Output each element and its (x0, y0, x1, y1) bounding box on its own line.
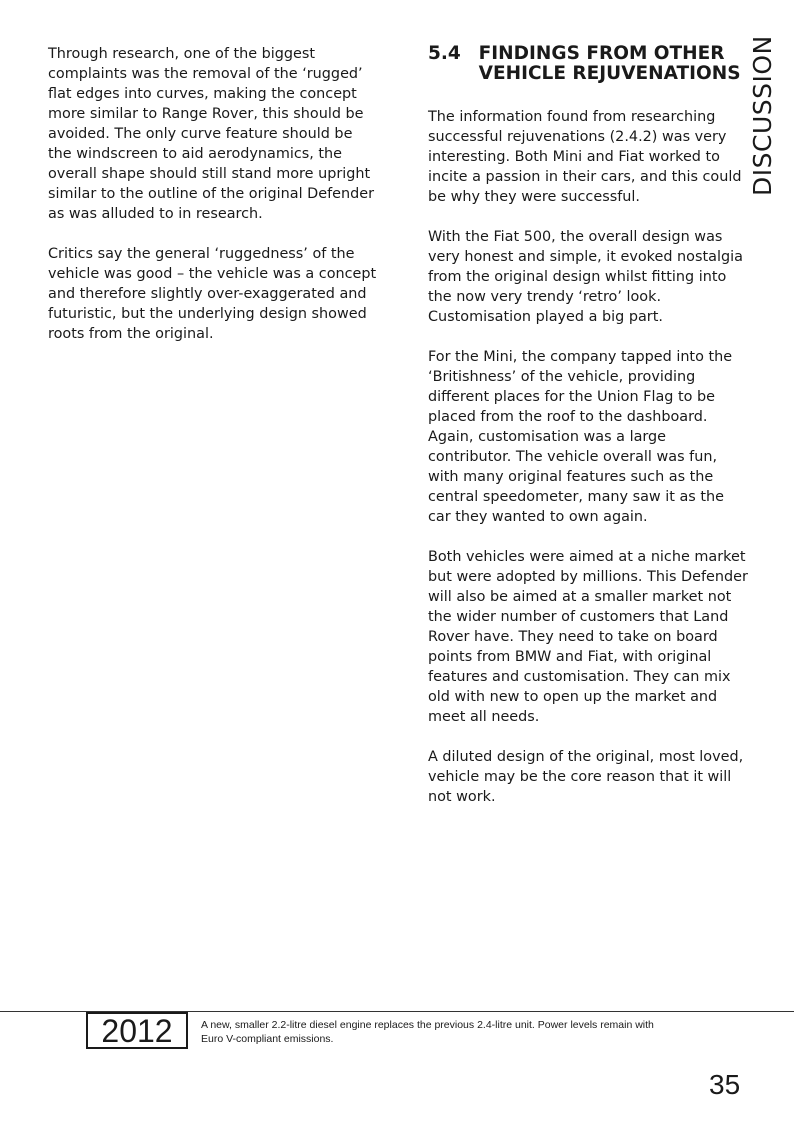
body-paragraph: Critics say the general ‘ruggedness’ of the vehicle was good – the vehicle was a concept and therefore slightly over-exaggerated and futuristic, but the underlying design showed roots from the original. (48, 246, 377, 342)
body-paragraph: Both vehicles were aimed at a niche market but were adopted by millions. This Defender will also be aimed at a smaller market not the wider number of customers that Land Rover have. They need to take on board points from BMW and Fiat, with original features and customisation. They can mix old with new to open up the market and meet all needs. (428, 549, 748, 725)
section-heading (428, 44, 750, 84)
body-paragraph: A diluted design of the original, most loved, vehicle may be the core reason that it will not work. (428, 749, 744, 805)
body-paragraph: Through research, one of the biggest complaints was the removal of the ‘rugged’ flat edges into curves, making the concept more similar to Range Rover, this should be avoided. The only curve feature should be the windscreen to aid aerodynamics, the overall shape should still stand more upright similar to the outline of the original Defender as was alluded to in research. (48, 46, 375, 222)
right-column (428, 44, 750, 827)
timeline-year: 2012 (86, 1012, 188, 1049)
body-paragraph: The information found from researching successful rejuvenations (2.4.2) was very interesting. Both Mini and Fiat worked to incite a passion in their cars, and this could be why they were successful. (428, 109, 742, 205)
body-paragraph: With the Fiat 500, the overall design was very honest and simple, it evoked nostalgia from the original design whilst fitting into the now very trendy ‘retro’ look. Customisation played a big part. (428, 229, 743, 325)
timeline-note: A new, smaller 2.2-litre diesel engine replaces the previous 2.4-litre unit. Power levels remain with Euro V-compliant emissions. (201, 1019, 654, 1045)
section-title: FINDINGS FROM OTHER VEHICLE REJUVENATIONS (478, 43, 741, 84)
left-column (48, 44, 378, 364)
chapter-side-label: DISCUSSION (748, 35, 777, 196)
section-number: 5.4 (428, 43, 461, 64)
page-number: 35 (709, 1069, 741, 1100)
body-paragraph: For the Mini, the company tapped into the ‘Britishness’ of the vehicle, providing different places for the Union Flag to be placed from the roof to the dashboard. Again, customisation was a large contributor. The vehicle overall was fun, with many original features such as the central speedometer, many saw it as the car they wanted to own again. (428, 349, 733, 525)
